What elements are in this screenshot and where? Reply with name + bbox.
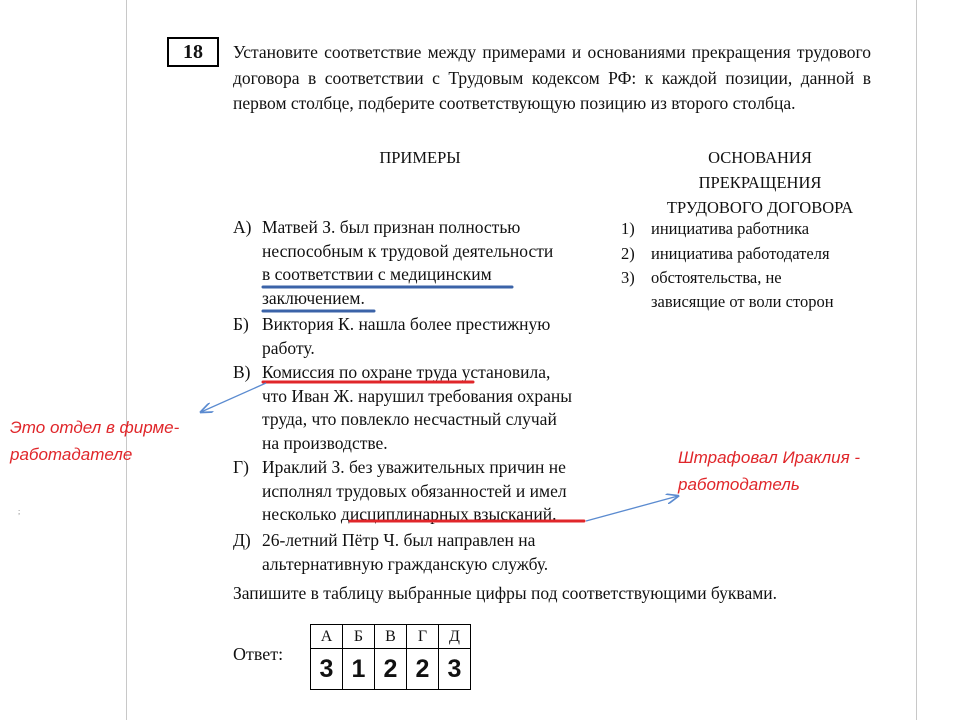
task-text: Установите соответствие между примерами и основаниями прекращения трудового договора в соответствии с Трудовым кодексом РФ: к каждой позиции, данной в первом столбце, подберите соответствующую позицию из второго столбца. xyxy=(233,42,871,113)
example-line: неспособным к трудовой деятельности xyxy=(262,240,554,261)
example-line: на производстве. xyxy=(262,432,388,453)
reasons-header-line: ОСНОВАНИЯ xyxy=(708,148,812,167)
reasons-header-line: ПРЕКРАЩЕНИЯ xyxy=(698,173,822,192)
example-line: что Иван Ж. нарушил требования охраны xyxy=(262,385,572,406)
task-number: 18 xyxy=(167,37,219,67)
annotation-line: Это отдел в фирме- xyxy=(10,418,180,437)
reason-line: инициатива работодателя xyxy=(651,244,830,263)
reason-number: 2) xyxy=(621,244,635,263)
example-line: труда, что повлекло несчастный случай xyxy=(262,409,557,429)
example-line: заключением. xyxy=(262,287,365,308)
reason-number: 1) xyxy=(621,219,635,238)
stray-mark: ; xyxy=(18,507,21,516)
annotation-line: Штрафовал Ираклия - xyxy=(678,448,861,467)
answer-label: Ответ: xyxy=(233,644,284,664)
answer-letter-cell: А xyxy=(311,625,343,649)
example-line: исполнял трудовых обязанностей и имел xyxy=(262,480,567,501)
answer-value-cell[interactable]: 3 xyxy=(439,649,471,690)
example-line: Виктория К. нашла более престижную xyxy=(262,314,551,334)
instruction-text: Запишите в таблицу выбранные цифры под соответствующими буквами. xyxy=(233,583,778,603)
answer-letter-cell: Б xyxy=(343,625,375,649)
reason-line: зависящие от воли сторон xyxy=(651,292,834,311)
example-line: Матвей З. был признан полностью xyxy=(262,217,521,237)
arrow-to-right-note xyxy=(586,496,678,521)
answer-value-cell[interactable]: 2 xyxy=(375,649,407,690)
reason-line: инициатива работника xyxy=(651,219,810,238)
annotation-line: работадателе xyxy=(10,445,133,464)
example-letter: Г) xyxy=(233,457,249,477)
example-line: 26-летний Пётр Ч. был направлен на xyxy=(262,530,536,550)
example-line: Ираклий З. без уважительных причин не xyxy=(262,457,566,477)
answer-value-cell[interactable]: 2 xyxy=(407,649,439,690)
example-line: работу. xyxy=(262,337,315,358)
arrow-to-left-note xyxy=(201,383,266,412)
example-line: несколько дисциплинарных взысканий. xyxy=(262,504,557,524)
example-letter: Д) xyxy=(233,530,251,550)
answer-value-cell[interactable]: 1 xyxy=(343,649,375,690)
reasons-header-line: ТРУДОВОГО ДОГОВОРА xyxy=(666,198,854,217)
answer-letter-cell: Г xyxy=(407,625,439,649)
example-line: в соответствии с медицинским xyxy=(262,264,492,284)
answer-letter-cell: Д xyxy=(439,625,471,649)
reason-number: 3) xyxy=(621,268,635,287)
example-line: Комиссия по охране труда установила, xyxy=(262,362,551,382)
answer-value-cell[interactable]: 3 xyxy=(311,649,343,690)
annotation-line: работодатель xyxy=(678,475,800,494)
examples-header: ПРИМЕРЫ xyxy=(379,148,461,167)
example-line: альтернативную гражданскую службу. xyxy=(262,553,549,574)
example-letter: В) xyxy=(233,362,251,382)
example-letter: Б) xyxy=(233,314,249,334)
reason-line: обстоятельства, не xyxy=(651,268,782,287)
answer-letter-cell: В xyxy=(375,625,407,649)
example-letter: А) xyxy=(233,217,252,237)
